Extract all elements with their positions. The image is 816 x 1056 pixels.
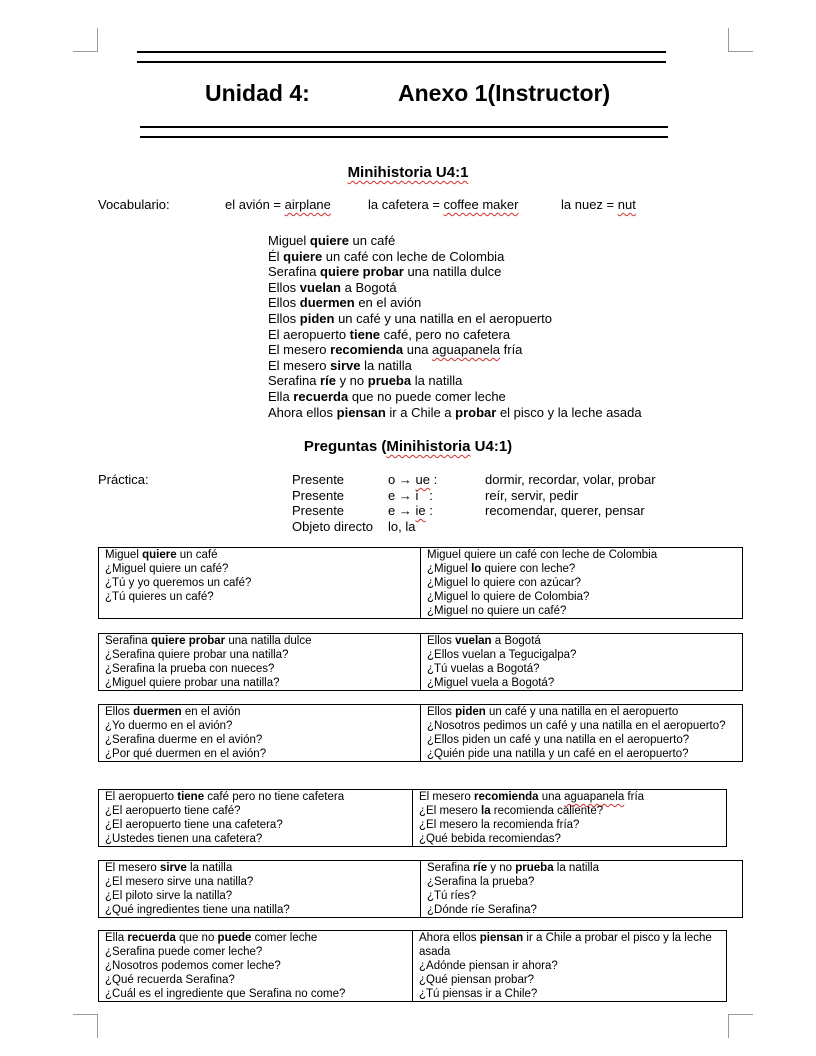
header-rule-top-2 xyxy=(137,61,666,63)
question-line: ¿Serafina quiere probar una natilla? xyxy=(105,649,289,661)
question-line: ¿Miguel lo quiere de Colombia? xyxy=(427,591,590,603)
question-line: ¿Miguel no quiere un café? xyxy=(427,605,567,617)
question-line: ¿Ellos vuelan a Tegucigalpa? xyxy=(427,649,577,661)
question-line: ¿Serafina la prueba con nueces? xyxy=(105,663,275,675)
table-cell-right xyxy=(413,790,727,847)
story-line: El aeropuerto tiene café, pero no cafetera xyxy=(268,326,511,342)
page-title xyxy=(0,80,816,112)
crop-mark-bottom-right-v xyxy=(728,1014,729,1038)
question-line: ¿Yo duermo en el avión? xyxy=(105,720,233,732)
question-line: ¿Qué ingredientes tiene una natilla? xyxy=(105,904,290,916)
question-table xyxy=(98,704,743,762)
header-rule-bottom-2 xyxy=(140,136,668,138)
story-line: El mesero recomienda una aguapanela fría xyxy=(268,342,523,358)
arrow-icon: → xyxy=(398,472,412,487)
question-line: ¿El aeropuerto tiene una cafetera? xyxy=(105,819,283,831)
question-line: ¿Qué piensan probar? xyxy=(419,974,535,986)
story-line: Ellos duermen en el avión xyxy=(268,295,422,311)
statement-line: Serafina quiere probar una natilla dulce xyxy=(105,635,312,647)
crop-mark-top-right-h xyxy=(729,51,753,52)
statement-line: Miguel quiere un café con leche de Colombia xyxy=(427,549,658,561)
question-line: ¿Adónde piensan ir ahora? xyxy=(419,960,558,972)
question-line: ¿El aeropuerto tiene café? xyxy=(105,805,241,817)
crop-mark-bottom-right-h xyxy=(729,1014,753,1015)
statement-line: Ellos piden un café y una natilla en el aeropuerto xyxy=(427,706,679,718)
question-table xyxy=(98,633,743,691)
question-line: ¿Qué bebida recomiendas? xyxy=(419,833,561,845)
vocab-item: la cafetera = coffee maker xyxy=(368,197,519,212)
table-cell-right xyxy=(421,861,743,918)
statement-line: Ahora ellos piensan ir a Chile a probar el pisco y la leche asada xyxy=(419,932,712,958)
question-line: ¿El mesero sirve una natilla? xyxy=(105,876,254,888)
story-line: Ellos vuelan a Bogotá xyxy=(268,279,397,295)
story-line: Ahora ellos piensan ir a Chile a probar el pisco y la leche asada xyxy=(268,404,642,420)
question-line: ¿Miguel lo quiere con leche? xyxy=(427,563,576,575)
table-cell-left xyxy=(99,861,421,918)
header-rule-top-1 xyxy=(137,51,666,53)
crop-mark-bottom-left-v xyxy=(97,1014,98,1038)
question-line: ¿El mesero la recomienda caliente? xyxy=(419,805,604,817)
practice-row: Presente e → i : reír, servir, pedir xyxy=(292,487,579,503)
vocabulary-row xyxy=(0,197,816,215)
question-table xyxy=(98,547,743,619)
question-line: ¿Miguel vuela a Bogotá? xyxy=(427,677,555,689)
statement-line: Ella recuerda que no puede comer leche xyxy=(105,932,318,944)
question-line: ¿Cuál es el ingrediente que Serafina no come? xyxy=(105,988,346,1000)
question-line: ¿El piloto sirve la natilla? xyxy=(105,890,233,902)
vocab-item: la nuez = nut xyxy=(561,197,636,212)
question-line: ¿Por qué duermen en el avión? xyxy=(105,748,267,760)
story-line: Miguel quiere un café xyxy=(268,233,396,248)
practice-row: Presente e → ie : recomendar, querer, pensar xyxy=(292,503,645,518)
story-title: Minihistoria U4:1 xyxy=(347,164,469,181)
story-line: El mesero sirve la natilla xyxy=(268,357,412,373)
table-cell-left xyxy=(99,548,421,619)
statement-line: Ellos duermen en el avión xyxy=(105,706,241,718)
vocabulary-label: Vocabulario: xyxy=(98,197,170,212)
statement-line: El mesero sirve la natilla xyxy=(105,862,233,874)
table-cell-left xyxy=(99,790,413,847)
question-line: ¿Tú vuelas a Bogotá? xyxy=(427,663,540,675)
statement-line: El aeropuerto tiene café pero no tiene cafetera xyxy=(105,791,345,803)
statement-line: Ellos vuelan a Bogotá xyxy=(427,635,541,647)
question-line: ¿Serafina puede comer leche? xyxy=(105,946,263,958)
story-line: Serafina ríe y no prueba la natilla xyxy=(268,373,463,389)
question-line: ¿El mesero la recomienda fría? xyxy=(419,819,580,831)
table-cell-right xyxy=(421,548,743,619)
question-line: ¿Nosotros podemos comer leche? xyxy=(105,960,281,972)
story-line: Serafina quiere probar una natilla dulce xyxy=(268,264,502,280)
arrow-icon: → xyxy=(398,487,412,503)
question-line: ¿Tú ríes? xyxy=(427,890,477,902)
crop-mark-bottom-left-h xyxy=(73,1014,97,1015)
statement-line: Serafina ríe y no prueba la natilla xyxy=(427,862,599,874)
header-rule-bottom-1 xyxy=(140,126,668,128)
question-line: ¿Miguel quiere un café? xyxy=(105,563,229,575)
question-line: ¿Miguel quiere probar una natilla? xyxy=(105,677,280,689)
question-line: ¿Ellos piden un café y una natilla en el aeropuerto? xyxy=(427,734,690,746)
question-line: ¿Quién pide una natilla y un café en el aeropuerto? xyxy=(427,748,689,760)
statement-line: El mesero recomienda una aguapanela fría xyxy=(419,791,645,803)
statement-line: Miguel quiere un café xyxy=(105,549,218,561)
question-line: ¿Dónde ríe Serafina? xyxy=(427,904,537,916)
crop-mark-top-left-v xyxy=(97,28,98,52)
arrow-icon: → xyxy=(398,503,412,518)
story-lines xyxy=(268,233,642,420)
question-table xyxy=(98,930,727,1002)
question-line: ¿Serafina la prueba? xyxy=(427,876,535,888)
table-cell-right xyxy=(421,705,743,762)
table-cell-left xyxy=(99,931,413,1002)
question-table xyxy=(98,860,743,918)
table-cell-left xyxy=(99,634,421,691)
table-cell-right xyxy=(421,634,743,691)
question-table xyxy=(98,789,727,847)
crop-mark-top-right-v xyxy=(728,28,729,52)
table-cell-left xyxy=(99,705,421,762)
story-line: Ellos piden un café y una natilla en el aeropuerto xyxy=(268,310,553,326)
question-line: ¿Tú piensas ir a Chile? xyxy=(419,988,538,1000)
practice-row: Objeto directo lo, la xyxy=(292,518,416,534)
question-line: ¿Qué recuerda Serafina? xyxy=(105,974,235,986)
question-line: ¿Tú quieres un café? xyxy=(105,591,214,603)
story-line: Ella recuerda que no puede comer leche xyxy=(268,388,506,404)
unit-title: Unidad 4: xyxy=(205,80,310,106)
vocab-item: el avión = airplane xyxy=(225,197,331,212)
question-line: ¿Serafina duerme en el avión? xyxy=(105,734,263,746)
question-line: ¿Tú y yo queremos un café? xyxy=(105,577,252,589)
practice-label: Práctica: xyxy=(98,472,149,487)
annex-title: Anexo 1(Instructor) xyxy=(398,80,611,106)
question-line: ¿Ustedes tienen una cafetera? xyxy=(105,833,263,845)
questions-title: Preguntas (Minihistoria U4:1) xyxy=(303,438,513,455)
crop-mark-top-left-h xyxy=(73,51,97,52)
question-line: ¿Nosotros pedimos un café y una natilla en el aeropuerto? xyxy=(427,720,726,732)
question-line: ¿Miguel lo quiere con azúcar? xyxy=(427,577,582,589)
practice-row: Presente o → ue : dormir, recordar, volar, probar xyxy=(292,472,656,487)
story-line: Él quiere un café con leche de Colombia xyxy=(268,248,505,264)
table-cell-right xyxy=(413,931,727,1002)
